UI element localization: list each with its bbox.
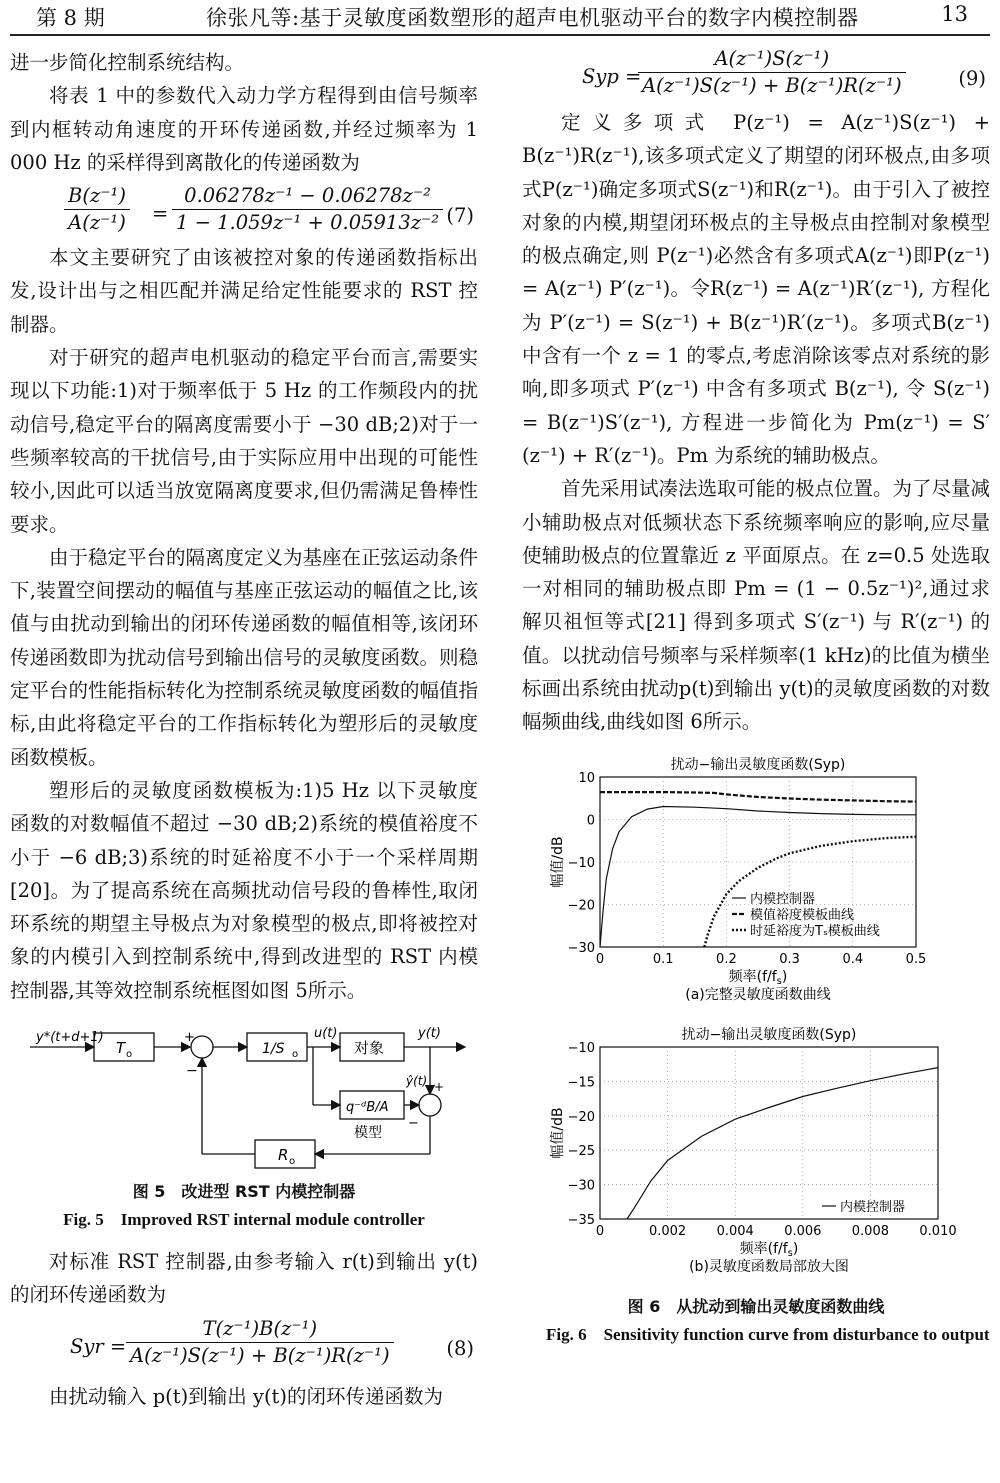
chart-subtitle: (a)完整灵敏度函数曲线: [685, 986, 831, 1003]
page-number: 13: [941, 2, 968, 26]
paragraph: 对标准 RST 控制器,由参考输入 r(t)到输出 y(t)的闭环传递函数为: [10, 1250, 478, 1307]
x-tick-label: 0.004: [716, 1223, 754, 1239]
y-tick-label: −10: [567, 1040, 595, 1056]
chart-subtitle: (b)灵敏度函数局部放大图: [689, 1258, 849, 1275]
paragraph: 进一步简化控制系统结构。: [10, 51, 245, 74]
equation-9: [522, 46, 990, 102]
eq7-rhs-denominator: 1 − 1.059z⁻¹ + 0.05913z⁻²: [176, 211, 440, 235]
eq9-numerator: A(z⁻¹)S(z⁻¹): [638, 46, 906, 73]
journal-issue: 第 8 期: [36, 6, 105, 30]
x-tick-label: 0.4: [842, 951, 864, 967]
eq8-rhs: [126, 1316, 394, 1369]
y-tick-label: −10: [567, 855, 595, 871]
y-tick-label: −20: [567, 1109, 595, 1125]
model-block-label: q⁻ᵈB/A: [346, 1100, 389, 1116]
plus-sign: +: [184, 1030, 195, 1046]
y-axis-label: 幅值/dB: [550, 1107, 566, 1159]
u-label: u(t): [314, 1026, 338, 1042]
legend-label: 模值裕度模板曲线: [750, 907, 855, 923]
chart-a: [522, 753, 990, 1023]
x-axis-label: 频率$(f/f_s)$: [728, 968, 788, 987]
x-tick-label: 0.1: [652, 951, 674, 967]
y-axis-label: 幅值/dB: [550, 836, 566, 888]
figure-5-caption-en: Fig. 5 Improved RST internal module controller: [63, 1210, 425, 1230]
x-tick-label: 0: [595, 951, 605, 967]
y-label: y(t): [418, 1026, 441, 1042]
chart-title: 扰动−输出灵敏度函数(Syp): [670, 756, 846, 773]
y-tick-label: −15: [567, 1075, 595, 1091]
paragraph: 将表 1 中的参数代入动力学方程得到由信号频率到内框转动角速度的开环传递函数,并经过频率为 1 000 Hz 的采样得到离散化的传递函数为: [10, 84, 478, 174]
eq7-lhs-denominator: A(z⁻¹): [68, 211, 126, 235]
To-label: T: [116, 1039, 126, 1058]
eq7-lhs-numerator: B(z⁻¹): [64, 183, 130, 210]
paragraph: 由于稳定平台的隔离度定义为基座在正弦运动条件下,装置空间摆动的幅值与基座正弦运动的幅值之比,该值与由扰动到输出的闭环传递函数的幅值相等,该闭环传递函数即为扰动信号到输出信号的灵敏度函数。则稳定平台的性能指标转化为控制系统灵敏度函数的幅值指标,由此将稳定平台的工作指标转化为塑形后的灵敏度函数模板。: [10, 545, 479, 769]
figure-5-caption-cn: 图 5 改进型 RST 内模控制器: [132, 1182, 356, 1202]
yhat-label: ŷ(t): [406, 1074, 428, 1089]
y-tick-label: −20: [567, 898, 595, 914]
equals-sign: =: [152, 202, 169, 226]
x-tick-label: 0.006: [784, 1223, 822, 1239]
paragraph: 本文主要研究了由该被控对象的传递函数指标出发,设计出与之相匹配并满足给定性能要求的 RST 控制器。: [10, 246, 478, 336]
x-axis-label: 频率$(f/f_s)$: [739, 1240, 799, 1259]
To-subscript: o: [126, 1049, 133, 1061]
paragraph: 首先采用试凑法选取可能的极点位置。为了尽量减小辅助极点对低频状态下系统频率响应的影响,应尽量使辅助极点的位置靠近 z 平面原点。在 z=0.5 处选取一对相同的辅助极点即 Pm = (1 − 0.5z⁻¹)²,通过求解贝祖恒等式[21] 得到多项式 S′(z⁻¹) 与 R′(z⁻¹) 的值。以扰动信号频率与采样频率(1 kHz)的比值为横坐标画出系统由扰动p(t)到输出 y(t)的灵敏度函数的对数幅频曲线,曲线如图 6所示。: [522, 477, 991, 734]
series-line-2: [600, 792, 916, 802]
x-tick-label: 0.002: [648, 1223, 687, 1239]
inv-So-subscript: o: [292, 1049, 299, 1061]
eq9-lhs: Syp =: [582, 65, 642, 88]
eq9-rhs: [638, 46, 906, 99]
equation-number: (7): [446, 204, 474, 228]
paragraph: 由扰动输入 p(t)到输出 y(t)的闭环传递函数为: [49, 1384, 443, 1408]
equation-number: (8): [446, 1336, 474, 1360]
plant-label: 对象: [354, 1039, 385, 1058]
y-tick-label: −30: [567, 1178, 595, 1194]
running-title: 徐张凡等:基于灵敏度函数塑形的超声电机驱动平台的数字内模控制器: [206, 6, 859, 30]
running-header: [10, 0, 990, 36]
Ro-subscript: o: [289, 1156, 296, 1168]
y-tick-label: −35: [567, 1212, 595, 1228]
x-tick-label: 0: [595, 1223, 605, 1239]
eq9-denominator: A(z⁻¹)S(z⁻¹) + B(z⁻¹)R(z⁻¹): [642, 74, 902, 97]
legend-label: 内模控制器: [750, 891, 816, 907]
inv-So-label: 1/S: [262, 1041, 285, 1058]
chart-title: 扰动−输出灵敏度函数(Syp): [681, 1026, 857, 1043]
eq8-denominator: A(z⁻¹)S(z⁻¹) + B(z⁻¹)R(z⁻¹): [130, 1343, 390, 1367]
model-label: 模型: [354, 1125, 382, 1142]
eq7-rhs: [172, 183, 443, 236]
eq8-numerator: T(z⁻¹)B(z⁻¹): [126, 1316, 394, 1343]
equation-8: [10, 1316, 478, 1376]
equation-number: (9): [958, 67, 986, 90]
x-tick-label: 0.5: [905, 951, 927, 967]
sum-junction-2: [419, 1094, 441, 1116]
paragraph: 定义多项式 P(z⁻¹) = A(z⁻¹)S(z⁻¹) + B(z⁻¹)R(z⁻¹),该多项式定义了期望的闭环极点,由多项式P(z⁻¹)确定多项式S(z⁻¹)和R(z⁻¹)。由于引入了被控对象的内模,期望闭环极点的主导极点由控制对象模型的极点确定,则 P(z⁻¹)必然含有多项式A(z⁻¹)即P(z⁻¹) = A(z⁻¹) P′(z⁻¹)。令R(z⁻¹) = A(z⁻¹)R′(z⁻¹), 方程化为 P′(z⁻¹) = S(z⁻¹) + B(z⁻¹)R′(z⁻¹)。多项式B(z⁻¹)中含有一个 z = 1 的零点,考虑消除该零点对系统的影响,即多项式 P′(z⁻¹) 中含有多项式 B(z⁻¹), 令 S(z⁻¹) = B(z⁻¹)S′(z⁻¹), 方程进一步简化为 Pm(z⁻¹) = S′(z⁻¹) + R′(z⁻¹)。Pm 为系统的辅助极点。: [522, 111, 990, 467]
eq7-rhs-numerator: 0.06278z⁻¹ − 0.06278z⁻²: [172, 183, 443, 210]
series-line-1: [627, 1067, 938, 1218]
paragraph: 对于研究的超声电机驱动的稳定平台而言,需要实现以下功能:1)对于频率低于 5 Hz 的工作频段内的扰动信号,稳定平台的隔离度需要小于 −30 dB;2)对于一些频率较高的干扰信号,由于实际应用中出现的可能性较小,因此可以适当放宽隔离度要求,但仍需满足鲁棒性要求。: [10, 346, 478, 536]
Ro-label: R: [278, 1146, 289, 1165]
legend-label: 时延裕度为Tₛ模板曲线: [750, 923, 880, 939]
x-tick-label: 0.2: [716, 951, 737, 967]
y-tick-label: −25: [567, 1143, 595, 1159]
x-tick-label: 0.3: [779, 951, 800, 967]
left-column: [10, 46, 478, 1413]
eq7-lhs: [64, 183, 130, 236]
y-tick-label: −30: [567, 940, 595, 956]
input-label: y*(t+d+1): [36, 1030, 104, 1046]
block-diagram: [10, 1019, 478, 1169]
x-tick-label: 0.010: [919, 1223, 957, 1239]
eq8-lhs: Syr =: [70, 1334, 127, 1358]
plot-frame: [600, 1047, 938, 1219]
chart-b: [522, 1025, 990, 1287]
minus-sign: −: [186, 1063, 198, 1080]
minus-sign-2: −: [408, 1116, 419, 1132]
figure-5: [10, 1019, 478, 1237]
plus-sign-2: +: [434, 1080, 445, 1095]
x-tick-label: 0.008: [851, 1223, 890, 1239]
figure-6-caption-cn: 图 6 从扰动到输出灵敏度函数曲线: [627, 1296, 885, 1316]
figure-6-caption-en: Fig. 6 Sensitivity function curve from disturbance to output: [546, 1324, 990, 1344]
right-column: [522, 46, 990, 1349]
equation-7: [10, 183, 478, 237]
legend-label: 内模控制器: [840, 1199, 906, 1215]
y-tick-label: 10: [578, 770, 595, 786]
y-tick-label: 0: [586, 813, 595, 829]
paragraph: 塑形后的灵敏度函数模板为:1)5 Hz 以下灵敏度函数的对数幅值不超过 −30 dB;2)系统的模值裕度不小于 −6 dB;3)系统的时延裕度不小于一个采样周期[20]。为了提高系统在高频扰动信号段的鲁棒性,取闭环系统的期望主导极点为对象模型的极点,即将被控对象的内模引入到控制系统中,得到改进型的 RST 内模控制器,其等效控制系统框图如图 5所示。: [10, 778, 478, 1002]
